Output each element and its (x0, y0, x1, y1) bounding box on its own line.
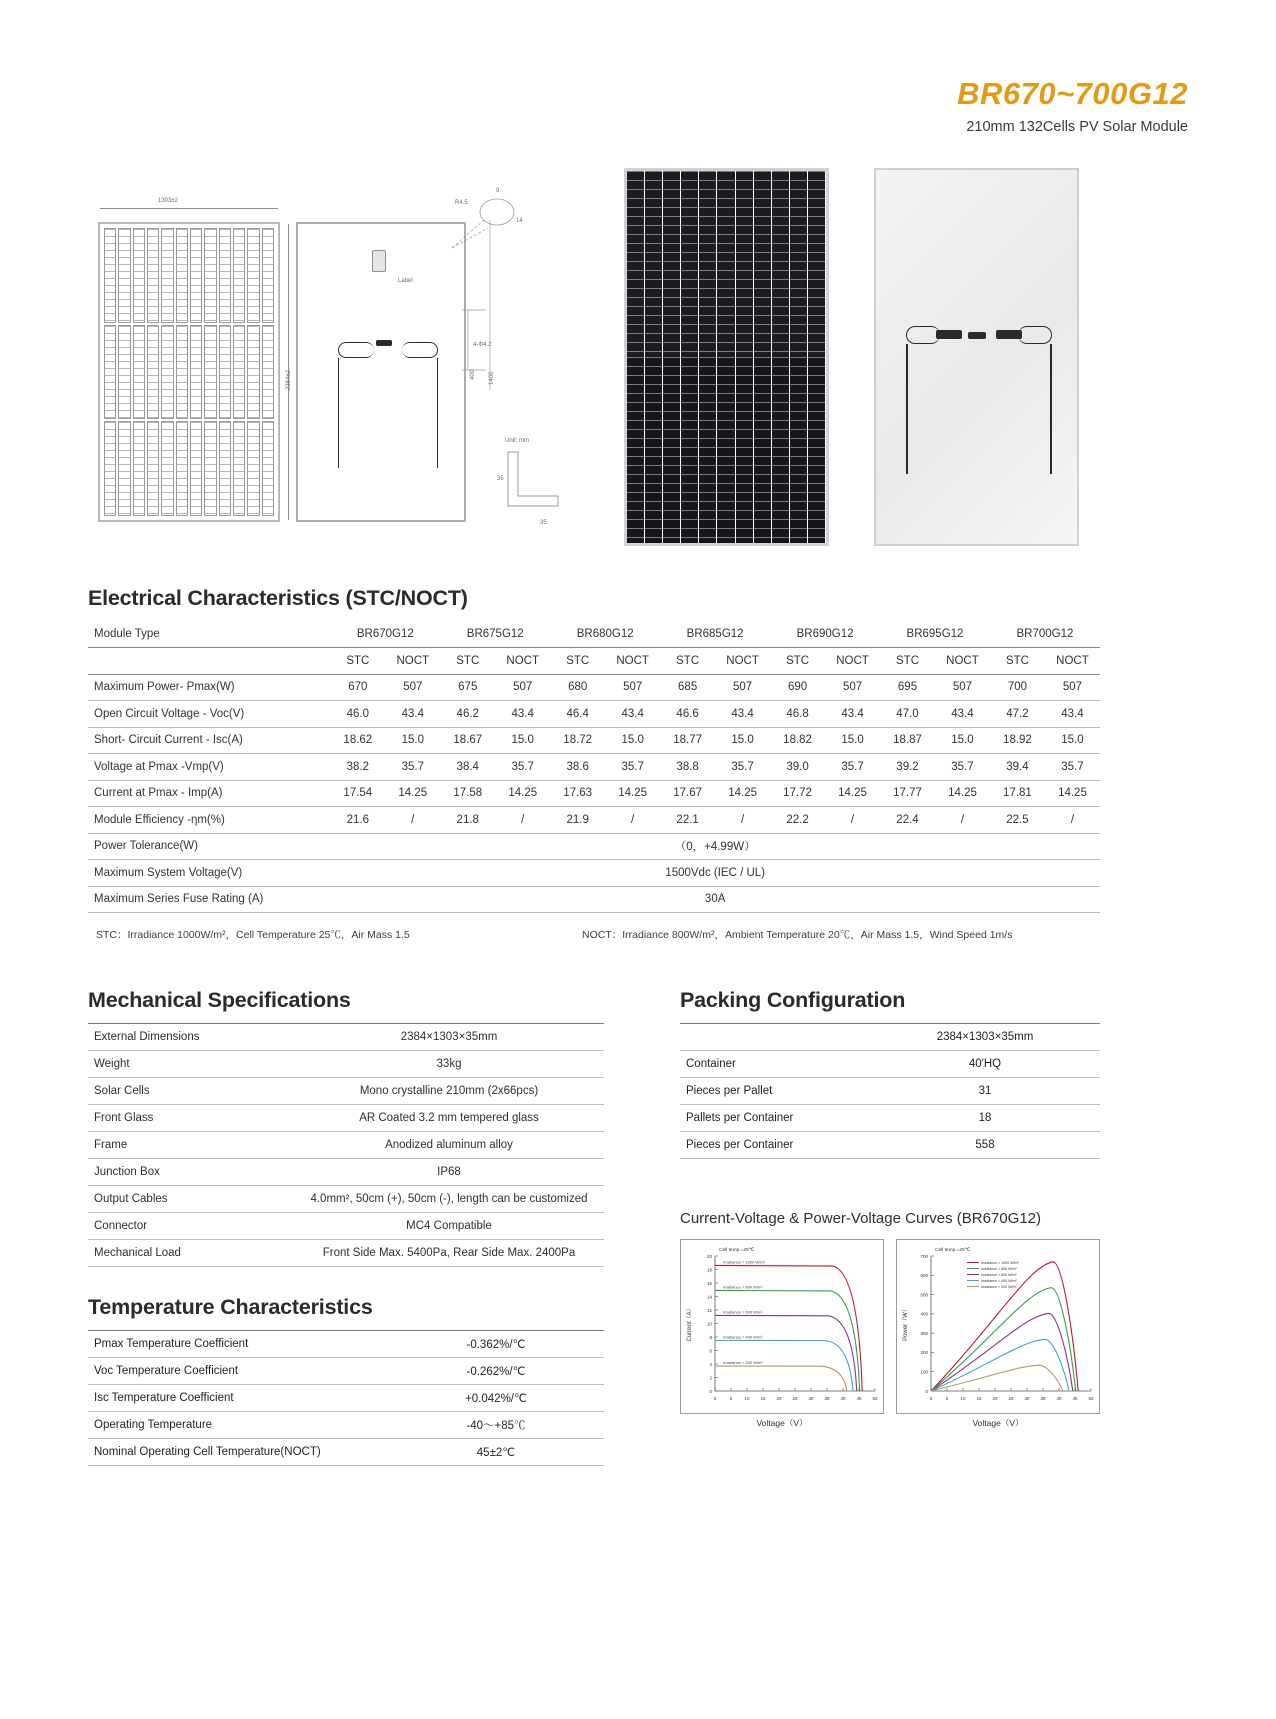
svg-text:20: 20 (706, 1253, 712, 1259)
electrical-merged-label: Maximum System Voltage(V) (88, 860, 330, 887)
packing-key (680, 1024, 870, 1051)
packing-value: 40'HQ (870, 1051, 1100, 1078)
electrical-cell: 507 (385, 674, 440, 701)
module-front-photo (624, 168, 829, 546)
electrical-cell: / (385, 807, 440, 834)
temperature-value: -0.262%/℃ (388, 1358, 604, 1385)
svg-text:Irradiance = 600 W/m²: Irradiance = 600 W/m² (723, 1309, 763, 1315)
electrical-cell: 14.25 (385, 780, 440, 807)
temperature-key: Operating Temperature (88, 1412, 388, 1439)
electrical-cell: / (605, 807, 660, 834)
back-junction-box-center (968, 332, 986, 339)
electrical-cell: 17.67 (660, 780, 715, 807)
cell-grid (104, 228, 274, 516)
electrical-cell: 38.6 (550, 754, 605, 781)
packing-key: Pieces per Container (680, 1132, 870, 1159)
electrical-cell: 38.2 (330, 754, 385, 781)
electrical-section (88, 586, 1100, 947)
svg-text:10: 10 (744, 1396, 750, 1401)
electrical-cell: 18.77 (660, 727, 715, 754)
table-row (680, 1051, 1100, 1078)
electrical-cell: 17.72 (770, 780, 825, 807)
electrical-cell: 695 (880, 674, 935, 701)
mechanical-value: IP68 (294, 1159, 604, 1186)
pv-curve-chart (896, 1239, 1100, 1414)
curves-heading: Current-Voltage & Power-Voltage Curves (BR670G12) (680, 1210, 1042, 1227)
document-header (957, 78, 1188, 135)
electrical-cell: 22.5 (990, 807, 1045, 834)
temperature-value: -0.362%/℃ (388, 1331, 604, 1358)
svg-text:10: 10 (960, 1396, 966, 1401)
svg-text:0: 0 (925, 1388, 928, 1394)
footnote-noct: NOCT：Irradiance 800W/m²，Ambient Temperature 20℃，Air Mass 1.5，Wind Speed 1m/s (582, 929, 1013, 941)
radius-note: R4.5 (455, 200, 468, 206)
svg-text:8: 8 (709, 1334, 712, 1340)
condition-header: STC (440, 648, 495, 675)
svg-text:Irradiance = 800 W/m²: Irradiance = 800 W/m² (723, 1284, 763, 1290)
electrical-cell: 14.25 (935, 780, 990, 807)
svg-text:30: 30 (1024, 1396, 1030, 1401)
electrical-cell: 46.0 (330, 701, 385, 728)
condition-header: STC (550, 648, 605, 675)
temperature-key: Nominal Operating Cell Temperature(NOCT) (88, 1439, 388, 1466)
mechanical-key: Frame (88, 1132, 294, 1159)
svg-text:400: 400 (920, 1311, 928, 1317)
electrical-cell: 43.4 (715, 701, 770, 728)
svg-text:10: 10 (706, 1321, 712, 1327)
electrical-cell: 17.54 (330, 780, 385, 807)
svg-text:0: 0 (709, 1388, 712, 1394)
svg-text:50: 50 (1088, 1396, 1094, 1401)
temperature-value: +0.042%/℃ (388, 1385, 604, 1412)
electrical-cell: 14.25 (605, 780, 660, 807)
condition-header: NOCT (715, 648, 770, 675)
electrical-cell: 507 (605, 674, 660, 701)
electrical-cell: 17.58 (440, 780, 495, 807)
junction-box (376, 340, 392, 346)
svg-text:600: 600 (920, 1273, 928, 1279)
electrical-cell: 43.4 (605, 701, 660, 728)
svg-text:40: 40 (1056, 1396, 1062, 1401)
electrical-cell: 507 (495, 674, 550, 701)
electrical-cell: 35.7 (1045, 754, 1100, 781)
electrical-cell: 43.4 (385, 701, 440, 728)
condition-header: STC (880, 648, 935, 675)
svg-text:5: 5 (729, 1396, 733, 1401)
electrical-cell: 18.62 (330, 727, 385, 754)
cable-right-lead (437, 358, 438, 468)
electrical-table (88, 621, 1100, 913)
table-row (88, 1132, 604, 1159)
electrical-cell: 14.25 (825, 780, 880, 807)
unit-note: Unit: mm (505, 438, 529, 444)
mechanical-key: External Dimensions (88, 1024, 294, 1051)
electrical-cell: 17.81 (990, 780, 1045, 807)
table-row (88, 1159, 604, 1186)
svg-text:35: 35 (1040, 1396, 1046, 1401)
electrical-cell: 39.0 (770, 754, 825, 781)
svg-text:Irradiance = 200 W/m²: Irradiance = 200 W/m² (981, 1285, 1017, 1289)
electrical-cell: 35.7 (385, 754, 440, 781)
cable-left-lead (338, 358, 339, 468)
electrical-cell: 14.25 (715, 780, 770, 807)
module-header-3: BR685G12 (660, 621, 770, 648)
packing-key: Pallets per Container (680, 1105, 870, 1132)
svg-text:Irradiance = 1000 W/m²: Irradiance = 1000 W/m² (723, 1259, 765, 1265)
svg-text:Irradiance = 600 W/m²: Irradiance = 600 W/m² (981, 1273, 1017, 1277)
electrical-merged-value: （0，+4.99W） (330, 833, 1100, 860)
dimension-width-label: 1303±2 (158, 198, 178, 204)
temperature-heading: Temperature Characteristics (88, 1295, 373, 1319)
electrical-cell: 14.25 (495, 780, 550, 807)
electrical-cell: 43.4 (1045, 701, 1100, 728)
electrical-cell: 18.82 (770, 727, 825, 754)
module-header-2: BR680G12 (550, 621, 660, 648)
electrical-cell: 690 (770, 674, 825, 701)
table-row (680, 1024, 1100, 1051)
electrical-cell: / (825, 807, 880, 834)
electrical-cell: 35.7 (715, 754, 770, 781)
drawing-label-text: Label (398, 278, 413, 284)
mechanical-key: Junction Box (88, 1159, 294, 1186)
electrical-cell: 22.2 (770, 807, 825, 834)
cable-right (402, 342, 438, 358)
svg-text:700: 700 (920, 1253, 928, 1259)
condition-header: STC (770, 648, 825, 675)
svg-text:2: 2 (709, 1375, 712, 1381)
packing-value: 31 (870, 1078, 1100, 1105)
electrical-cell: 18.92 (990, 727, 1045, 754)
mechanical-section (88, 988, 604, 1267)
table-row (680, 1105, 1100, 1132)
electrical-cell: 22.4 (880, 807, 935, 834)
table-row (88, 1385, 604, 1412)
electrical-cell: 507 (715, 674, 770, 701)
electrical-cell: 15.0 (715, 727, 770, 754)
packing-key: Container (680, 1051, 870, 1078)
mechanical-value: AR Coated 3.2 mm tempered glass (294, 1105, 604, 1132)
svg-text:Irradiance = 400 W/m²: Irradiance = 400 W/m² (723, 1334, 763, 1340)
temperature-section (88, 1295, 604, 1466)
packing-value: 2384×1303×35mm (870, 1024, 1100, 1051)
electrical-cell: 35.7 (935, 754, 990, 781)
electrical-cell: 15.0 (1045, 727, 1100, 754)
svg-text:25: 25 (792, 1396, 798, 1401)
svg-text:Power（W）: Power（W） (903, 1306, 909, 1341)
electrical-cell: 46.2 (440, 701, 495, 728)
svg-text:Cell temp.=25℃: Cell temp.=25℃ (935, 1248, 971, 1253)
mechanical-value: MC4 Compatible (294, 1213, 604, 1240)
dim-9-label: 9 (496, 188, 500, 194)
svg-text:6: 6 (709, 1348, 712, 1354)
table-row (88, 1078, 604, 1105)
electrical-cell: 46.8 (770, 701, 825, 728)
table-row (680, 1132, 1100, 1159)
iv-curve-chart (680, 1239, 884, 1414)
mechanical-value: 33kg (294, 1051, 604, 1078)
electrical-merged-label: Power Tolerance(W) (88, 833, 330, 860)
temperature-key: Isc Temperature Coefficient (88, 1385, 388, 1412)
electrical-cell: 21.8 (440, 807, 495, 834)
svg-text:100: 100 (920, 1369, 928, 1375)
condition-header: NOCT (1045, 648, 1100, 675)
electrical-cell: / (935, 807, 990, 834)
electrical-cell: 18.87 (880, 727, 935, 754)
electrical-cell: 670 (330, 674, 385, 701)
iv-xaxis-label: Voltage（V） (756, 1418, 808, 1428)
electrical-cell: 21.6 (330, 807, 385, 834)
electrical-heading: Electrical Characteristics (STC/NOCT) (88, 586, 468, 610)
electrical-cell: / (715, 807, 770, 834)
table-row (88, 1358, 604, 1385)
label-box (372, 250, 386, 272)
svg-text:40: 40 (840, 1396, 846, 1401)
temperature-key: Pmax Temperature Coefficient (88, 1331, 388, 1358)
footnote-stc: STC：Irradiance 1000W/m²，Cell Temperature 25℃，Air Mass 1.5 (96, 929, 410, 941)
electrical-row-label: Current at Pmax - Imp(A) (88, 780, 330, 807)
svg-text:35: 35 (824, 1396, 830, 1401)
dimension-height-label: 2384±2 (286, 370, 292, 390)
cable-left (338, 342, 374, 358)
packing-table (680, 1023, 1100, 1159)
detail-callout (440, 190, 550, 430)
electrical-cell: 35.7 (825, 754, 880, 781)
electrical-cell: 47.2 (990, 701, 1045, 728)
electrical-cell: 39.2 (880, 754, 935, 781)
dim-35-b-label: 35 (540, 520, 547, 526)
svg-text:5: 5 (945, 1396, 949, 1401)
back-cable-left (906, 326, 940, 344)
temperature-table (88, 1330, 604, 1466)
mechanical-table (88, 1023, 604, 1267)
electrical-cell: 675 (440, 674, 495, 701)
module-type-header: Module Type (88, 621, 330, 648)
packing-section (680, 988, 1100, 1159)
hole-note: 4-Φ4.2 (473, 342, 492, 348)
electrical-row-label: Open Circuit Voltage - Voc(V) (88, 701, 330, 728)
electrical-cell: 43.4 (495, 701, 550, 728)
electrical-cell: 17.77 (880, 780, 935, 807)
condition-header: STC (660, 648, 715, 675)
electrical-cell: 18.67 (440, 727, 495, 754)
electrical-cell: 21.9 (550, 807, 605, 834)
svg-text:50: 50 (872, 1396, 878, 1401)
condition-header: NOCT (825, 648, 880, 675)
svg-text:300: 300 (920, 1330, 928, 1336)
page-subtitle: 210mm 132Cells PV Solar Module (966, 118, 1188, 135)
pv-xaxis-label: Voltage（V） (972, 1418, 1024, 1428)
mechanical-key: Solar Cells (88, 1078, 294, 1105)
svg-text:0: 0 (929, 1396, 933, 1401)
svg-text:20: 20 (776, 1396, 782, 1401)
electrical-footnotes (88, 927, 1100, 947)
svg-text:200: 200 (920, 1350, 928, 1356)
product-images (0, 160, 1276, 560)
svg-text:45: 45 (856, 1396, 862, 1401)
mechanical-key: Connector (88, 1213, 294, 1240)
curves-section (680, 1210, 1100, 1429)
electrical-cell: / (1045, 807, 1100, 834)
front-view-drawing (98, 222, 280, 522)
temperature-value: -40～+85℃ (388, 1412, 604, 1439)
temperature-key: Voc Temperature Coefficient (88, 1358, 388, 1385)
condition-header: NOCT (385, 648, 440, 675)
svg-text:Irradiance = 1000 W/m²: Irradiance = 1000 W/m² (981, 1261, 1019, 1265)
back-cable-left-lead (906, 344, 908, 474)
module-header-5: BR695G12 (880, 621, 990, 648)
svg-text:4: 4 (709, 1361, 712, 1367)
table-row (88, 1186, 604, 1213)
electrical-cell: 685 (660, 674, 715, 701)
svg-text:18: 18 (706, 1267, 712, 1273)
packing-value: 18 (870, 1105, 1100, 1132)
electrical-cell: 43.4 (935, 701, 990, 728)
condition-header: NOCT (935, 648, 990, 675)
electrical-cell: 38.8 (660, 754, 715, 781)
condition-header: NOCT (495, 648, 550, 675)
mechanical-value: Mono crystalline 210mm (2x66pcs) (294, 1078, 604, 1105)
electrical-cell: 507 (935, 674, 990, 701)
electrical-cell: / (495, 807, 550, 834)
svg-text:Irradiance = 400 W/m²: Irradiance = 400 W/m² (981, 1279, 1017, 1283)
electrical-cell: 15.0 (495, 727, 550, 754)
svg-text:15: 15 (760, 1396, 766, 1401)
electrical-cell: 47.0 (880, 701, 935, 728)
svg-text:Irradiance = 200 W/m²: Irradiance = 200 W/m² (723, 1360, 763, 1366)
table-row (680, 1078, 1100, 1105)
electrical-cell: 700 (990, 674, 1045, 701)
svg-text:30: 30 (808, 1396, 814, 1401)
table-row (88, 1331, 604, 1358)
mechanical-heading: Mechanical Specifications (88, 988, 351, 1012)
dim-14-label: 14 (516, 218, 523, 224)
electrical-cell: 15.0 (935, 727, 990, 754)
module-header-6: BR700G12 (990, 621, 1100, 648)
electrical-merged-value: 30A (330, 886, 1100, 913)
table-row (88, 1240, 604, 1267)
mechanical-value: Anodized aluminum alloy (294, 1132, 604, 1159)
electrical-cell: 15.0 (825, 727, 880, 754)
mechanical-value: Front Side Max. 5400Pa, Rear Side Max. 2400Pa (294, 1240, 604, 1267)
electrical-row-label: Short- Circuit Current - Isc(A) (88, 727, 330, 754)
electrical-row-label: Module Efficiency -ηm(%) (88, 807, 330, 834)
page-title: BR670~700G12 (957, 76, 1188, 111)
svg-text:25: 25 (1008, 1396, 1014, 1401)
table-row (88, 1439, 604, 1466)
table-row (88, 1024, 604, 1051)
electrical-cell: 46.4 (550, 701, 605, 728)
module-top-half (627, 171, 826, 357)
dim-1400-label: 1400 (489, 371, 495, 385)
electrical-cell: 680 (550, 674, 605, 701)
svg-text:0: 0 (713, 1396, 717, 1401)
electrical-cell: 46.6 (660, 701, 715, 728)
electrical-cell: 18.72 (550, 727, 605, 754)
module-header-0: BR670G12 (330, 621, 440, 648)
table-row (88, 1051, 604, 1078)
temperature-value: 45±2℃ (388, 1439, 604, 1466)
mechanical-key: Output Cables (88, 1186, 294, 1213)
condition-header: STC (990, 648, 1045, 675)
svg-text:12: 12 (706, 1307, 712, 1313)
dim-35-a-label: 35 (497, 476, 504, 482)
packing-key: Pieces per Pallet (680, 1078, 870, 1105)
packing-value: 558 (870, 1132, 1100, 1159)
mechanical-key: Front Glass (88, 1105, 294, 1132)
svg-text:Current（A）: Current（A） (687, 1305, 693, 1342)
mechanical-key: Weight (88, 1051, 294, 1078)
electrical-cell: 39.4 (990, 754, 1045, 781)
electrical-cell: 38.4 (440, 754, 495, 781)
svg-text:14: 14 (706, 1294, 712, 1300)
electrical-cell: 507 (825, 674, 880, 701)
mechanical-value: 2384×1303×35mm (294, 1024, 604, 1051)
electrical-cell: 15.0 (605, 727, 660, 754)
electrical-cell: 22.1 (660, 807, 715, 834)
electrical-row-label: Voltage at Pmax -Vmp(V) (88, 754, 330, 781)
table-row (88, 1213, 604, 1240)
svg-text:16: 16 (706, 1280, 712, 1286)
mechanical-key: Mechanical Load (88, 1240, 294, 1267)
back-cable-right-lead (1050, 344, 1052, 474)
svg-text:20: 20 (992, 1396, 998, 1401)
electrical-cell: 14.25 (1045, 780, 1100, 807)
svg-text:45: 45 (1072, 1396, 1078, 1401)
condition-header: STC (330, 648, 385, 675)
electrical-row-label: Maximum Power- Pmax(W) (88, 674, 330, 701)
electrical-cell: 15.0 (385, 727, 440, 754)
svg-text:15: 15 (976, 1396, 982, 1401)
packing-heading: Packing Configuration (680, 988, 906, 1012)
back-cable-right (1018, 326, 1052, 344)
electrical-merged-label: Maximum Series Fuse Rating (A) (88, 886, 330, 913)
mechanical-value: 4.0mm², 50cm (+), 50cm (-), length can be customized (294, 1186, 604, 1213)
electrical-merged-value: 1500Vdc (IEC / UL) (330, 860, 1100, 887)
svg-text:500: 500 (920, 1292, 928, 1298)
module-bottom-half (627, 357, 826, 543)
electrical-cell: 43.4 (825, 701, 880, 728)
svg-text:Cell temp.=25℃: Cell temp.=25℃ (719, 1248, 755, 1253)
electrical-cell: 35.7 (605, 754, 660, 781)
frame-profile-drawing (500, 450, 580, 520)
dim-400-label: 400 (470, 369, 476, 380)
module-header-4: BR690G12 (770, 621, 880, 648)
svg-text:Irradiance = 800 W/m²: Irradiance = 800 W/m² (981, 1267, 1017, 1271)
table-row (88, 1105, 604, 1132)
electrical-cell: 35.7 (495, 754, 550, 781)
module-back-photo (874, 168, 1079, 546)
electrical-cell: 17.63 (550, 780, 605, 807)
electrical-cell: 507 (1045, 674, 1100, 701)
module-header-1: BR675G12 (440, 621, 550, 648)
dimension-line-width (100, 208, 278, 209)
condition-header: NOCT (605, 648, 660, 675)
table-row (88, 1412, 604, 1439)
